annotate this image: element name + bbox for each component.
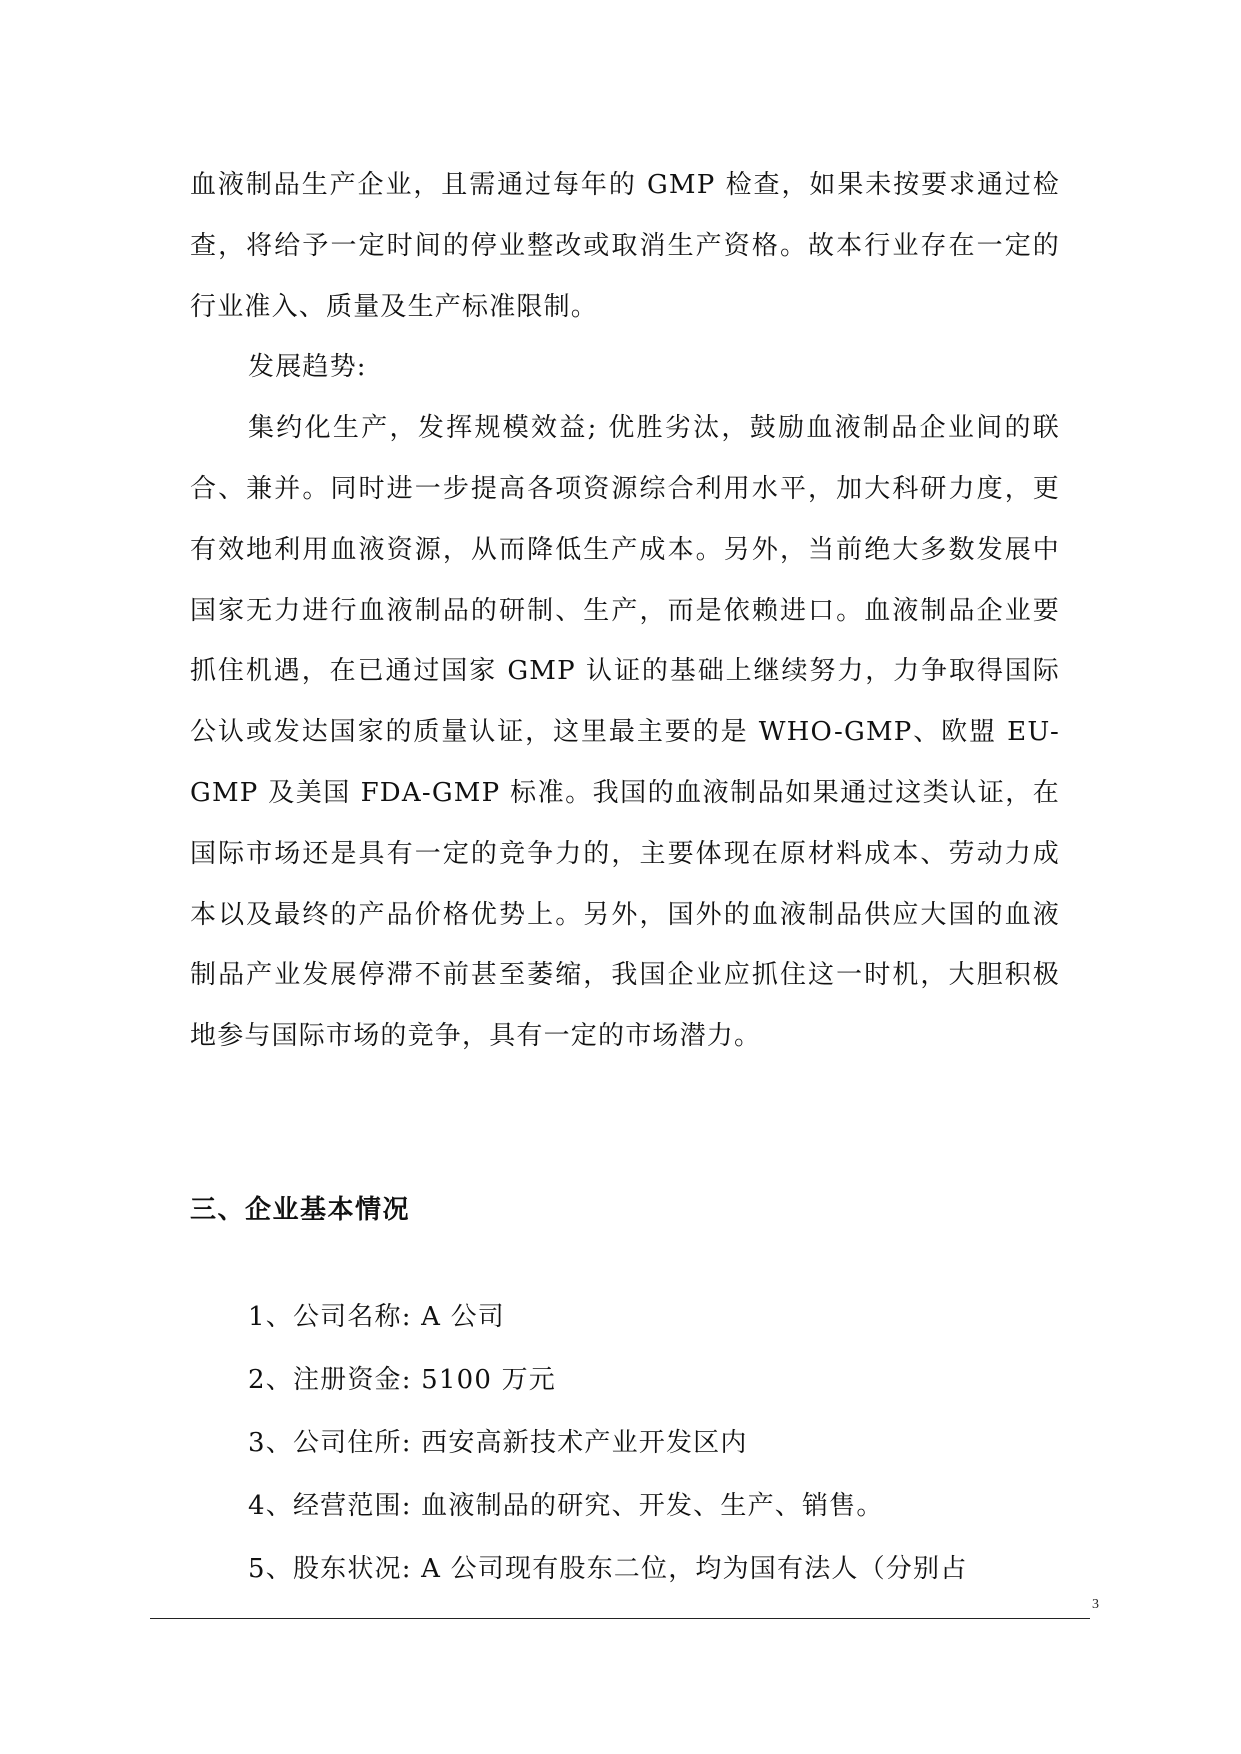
info-item-shareholders: 5、股东状况: A 公司现有股东二位，均为国有法人（分别占 — [248, 1554, 968, 1584]
company-info-list — [248, 1286, 1060, 1601]
info-item-company-name: 1、公司名称: A 公司 — [248, 1302, 506, 1332]
footer-divider — [150, 1618, 1090, 1619]
section-heading: 三、企业基本情况 — [190, 1195, 411, 1225]
info-item-address: 3、公司住所: 西安高新技术产业开发区内 — [248, 1428, 748, 1458]
page-number: 3 — [1092, 1597, 1099, 1612]
info-item-business-scope: 4、经营范围: 血液制品的研究、开发、生产、销售。 — [248, 1491, 884, 1521]
body-text — [190, 155, 1060, 1067]
paragraph-trend-label: 发展趋势: — [248, 352, 367, 383]
info-item-registered-capital: 2、注册资金: 5100 万元 — [248, 1365, 556, 1395]
paragraph-regulation: 血液制品生产企业，且需通过每年的 GMP 检查，如果未按要求通过检查，将给予一定时间的停业整改或取消生产资格。故本行业存在一定的行业准入、质量及生产标准限制。 — [190, 170, 1060, 322]
paragraph-trend-content: 集约化生产，发挥规模效益; 优胜劣汰，鼓励血液制品企业间的联合、兼并。同时进一步提高各项资源综合利用水平，加大科研力度，更有效地利用血液资源，从而降低生产成本。另外，当前绝大多数发展中国家无力进行血液制品的研制、生产，而是依赖进口。血液制品企业要抓住机遇，在已通过国家 GMP 认证的基础上继续努力，力争取得国际公认或发达国家的质量认证，这里最主要的是 WHO-GMP、欧盟 EU-GMP 及美国 FDA-GMP 标准。我国的血液制品如果通过这类认证，在国际市场还是具有一定的竞争力的，主要体现在原材料成本、劳动力成本以及最终的产品价格优势上。另外，国外的血液制品供应大国的血液制品产业发展停滞不前甚至萎缩，我国企业应抓住这一时机，大胆积极地参与国际市场的竞争，具有一定的市场潜力。 — [190, 413, 1060, 1052]
